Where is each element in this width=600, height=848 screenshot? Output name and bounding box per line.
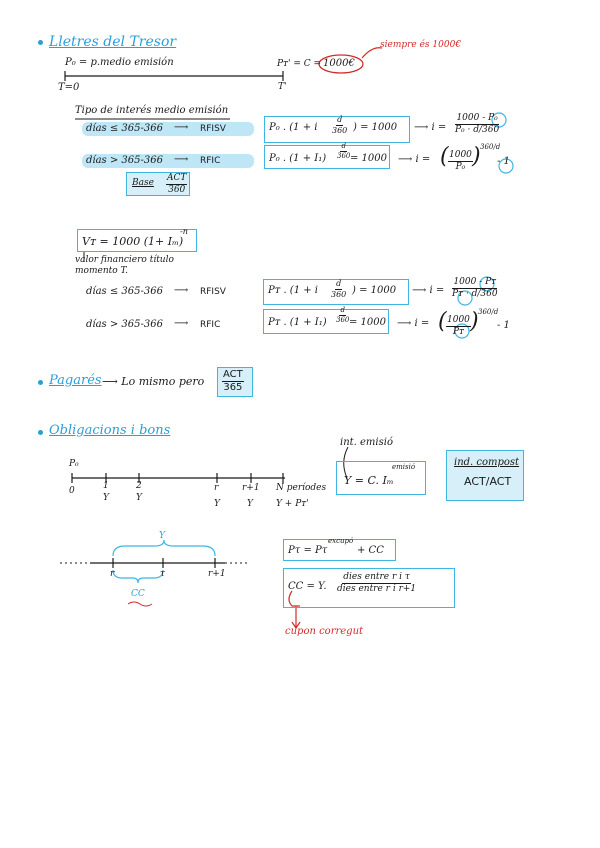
name-a1: RFISV bbox=[200, 124, 226, 134]
arrow-b1: ⟶ bbox=[174, 285, 189, 296]
arrow-b2: ⟶ bbox=[174, 318, 189, 329]
pay-1: Y bbox=[103, 493, 109, 503]
res-a2-exp: 360/d bbox=[480, 143, 501, 151]
ind-value: ACT/ACT bbox=[464, 475, 512, 488]
bullet-icon bbox=[38, 430, 43, 435]
paren-open: ( bbox=[438, 309, 447, 334]
res-a2-frac: $\frac{1000}{\text{P₀}}$ bbox=[449, 150, 472, 172]
eq-b2-lhs: Pᴛ . (1 + I₁) bbox=[268, 317, 327, 328]
tl2-r: r bbox=[110, 569, 115, 579]
frac-d-360: $\frac{d}{360}$ bbox=[331, 279, 347, 299]
brace-top bbox=[113, 540, 215, 556]
y-brace-label: Y bbox=[159, 531, 165, 541]
vt-exp: -n bbox=[180, 227, 188, 236]
pt-eq: Pτ = Pτ bbox=[288, 545, 328, 556]
eq-a2-rhs: = 1000 bbox=[350, 153, 388, 164]
paren-open: ( bbox=[440, 144, 449, 169]
cc-red-underline bbox=[128, 602, 152, 606]
tl2-tau: τ bbox=[160, 569, 165, 579]
res-a1-arrow: ⟶ i = bbox=[414, 122, 447, 133]
eq-a1-rhs: ) = 1000 bbox=[353, 122, 398, 133]
res-b1-frac: $\frac{\text{1000 - Pᴛ}}{\text{Pᴛ · d/360}}$ bbox=[452, 277, 498, 299]
pagares-text: ⟶ Lo mismo pero bbox=[102, 375, 205, 388]
y-exp: emisió bbox=[392, 463, 416, 471]
pay-r1: Y bbox=[247, 499, 253, 509]
pt-tail: + CC bbox=[357, 545, 384, 556]
name-a2: RFIC bbox=[200, 156, 221, 166]
res-b2-tail: - 1 bbox=[497, 320, 510, 331]
vt-note-1: valor financiero título bbox=[75, 255, 174, 265]
pay-2: Y bbox=[136, 493, 142, 503]
res-b1-arrow: ⟶ i = bbox=[412, 285, 445, 296]
res-b2-arrow: ⟶ i = bbox=[397, 318, 430, 329]
bullet-icon bbox=[38, 380, 43, 385]
subtitle-tipo: Tipo de interés medio emisión bbox=[75, 105, 229, 116]
cc-eq: CC = Y. bbox=[288, 581, 327, 592]
brace-bottom bbox=[113, 570, 163, 583]
frac-d-360: $\frac{d}{360}$ bbox=[332, 115, 348, 135]
vt-formula: Vᴛ = 1000 (1+ Iₘ) bbox=[82, 235, 184, 248]
exp-d-360: $\frac{d}{360}$ bbox=[336, 306, 350, 324]
tick-0: 0 bbox=[69, 486, 75, 496]
cupon-corregut-label: cupon corregut bbox=[285, 626, 364, 637]
t0-label: T=0 bbox=[58, 82, 80, 93]
tick-r1: r+1 bbox=[242, 483, 260, 493]
red-arrow bbox=[362, 48, 382, 58]
tick-2: 2 bbox=[136, 481, 142, 491]
tick-n: N períodes bbox=[276, 483, 327, 493]
cc-brace-label: CC bbox=[131, 589, 145, 599]
bullet-icon bbox=[38, 40, 43, 45]
cond-a2: días > 365-366 bbox=[86, 155, 163, 166]
int-emisio-label: int. emisió bbox=[340, 437, 393, 448]
pay-r: Y bbox=[214, 499, 220, 509]
res-a2-arrow: ⟶ i = bbox=[398, 154, 431, 165]
base-label: Base bbox=[132, 178, 154, 188]
pt-label: Pᴛ' = C = bbox=[277, 59, 322, 69]
t1-label: T' bbox=[278, 82, 287, 92]
red-note: siempre és 1000€ bbox=[380, 40, 462, 50]
cond-b1: días ≤ 365-366 bbox=[86, 286, 163, 297]
tick-r: r bbox=[214, 483, 219, 493]
cond-a1: días ≤ 365-366 bbox=[86, 123, 163, 134]
base-frac: ACT 360 bbox=[167, 173, 187, 195]
pt-exp: excupó bbox=[328, 537, 354, 545]
pay-n: Y + Pᴛ' bbox=[276, 499, 309, 509]
exp-d-360: $\frac{d}{360}$ bbox=[337, 142, 351, 160]
ind-label: ind. compost bbox=[454, 457, 520, 468]
vt-note-2: momento T. bbox=[75, 266, 129, 276]
eq-b1-rhs: ) = 1000 bbox=[352, 285, 397, 296]
pagares-frac: ACT 365 bbox=[223, 369, 243, 393]
eq-b2-rhs: = 1000 bbox=[349, 317, 387, 328]
res-b2-exp: 360/d bbox=[478, 308, 499, 316]
name-b1: RFISV bbox=[200, 287, 226, 297]
c-value: 1000€ bbox=[323, 58, 355, 69]
arrow-a2: ⟶ bbox=[174, 154, 189, 165]
cond-b2: días > 365-366 bbox=[86, 319, 163, 330]
p0-label: P₀ = p.medio emisión bbox=[65, 57, 174, 68]
arrow-a1: ⟶ bbox=[174, 122, 189, 133]
bond-p0: P₀ bbox=[69, 459, 79, 469]
cc-frac: dies entre r i τ dies entre r i r+1 bbox=[337, 572, 417, 594]
eq-a1-lhs: P₀ . (1 + i bbox=[269, 122, 318, 133]
paren-close: ) bbox=[472, 144, 481, 169]
res-b2-frac: $\frac{1000}{\text{Pᴛ}}$ bbox=[447, 315, 470, 337]
section-title-obligacions: Obligacions i bons bbox=[49, 423, 171, 438]
paren-close: ) bbox=[470, 309, 479, 334]
eq-b1-lhs: Pᴛ . (1 + i bbox=[268, 285, 318, 296]
name-b2: RFIC bbox=[200, 320, 221, 330]
eq-a2-lhs: P₀ . (1 + I₁) bbox=[269, 153, 327, 164]
y-eq: Y = C. Iₘ bbox=[344, 474, 394, 487]
tl2-r1: r+1 bbox=[208, 569, 226, 579]
res-a2-tail: - 1 bbox=[497, 156, 510, 167]
tick-1: 1 bbox=[103, 481, 109, 491]
res-a1-frac: $\frac{\text{1000 - P₀}}{\text{P₀ · d/360}}$ bbox=[455, 113, 500, 135]
section-title-lletres: Lletres del Tresor bbox=[49, 34, 177, 50]
section-title-pagares: Pagarés bbox=[49, 373, 102, 388]
